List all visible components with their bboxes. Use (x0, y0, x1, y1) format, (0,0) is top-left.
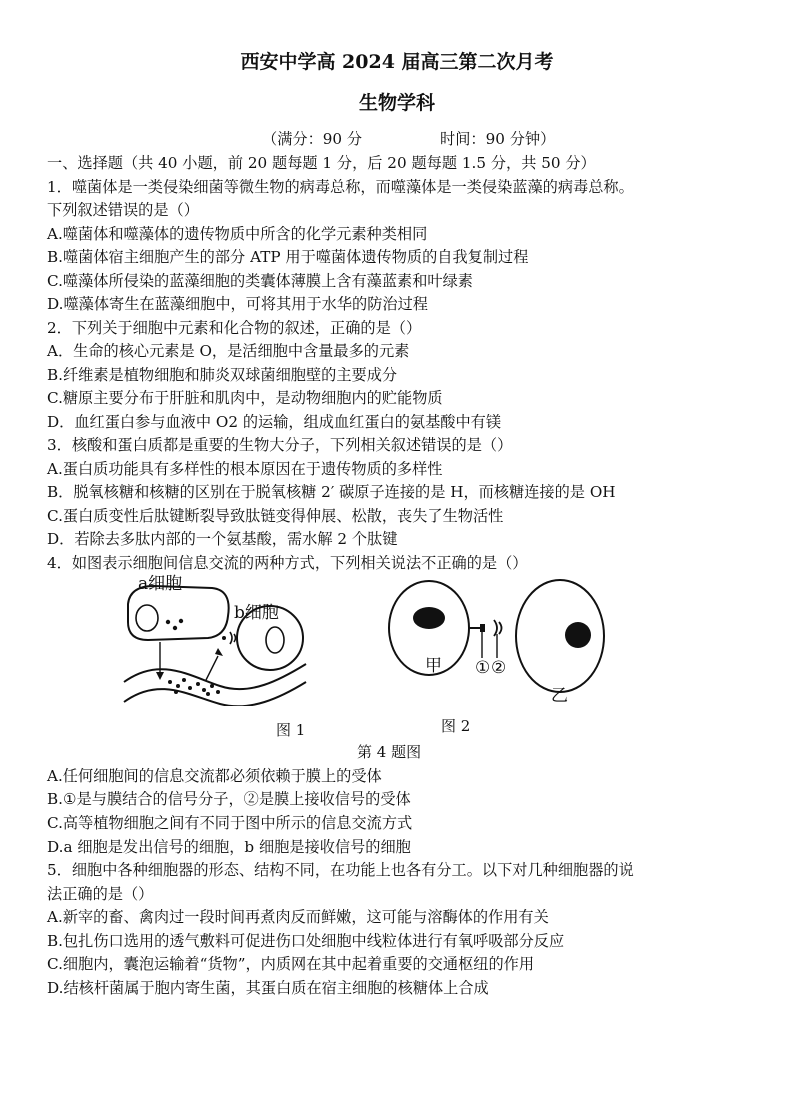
signal-molecule-dot (166, 620, 170, 624)
q3-stem: 3．核酸和蛋白质都是重要的生物大分子，下列相关叙述错误的是（） (47, 436, 513, 454)
cell-yi-nucleus (565, 622, 591, 648)
signal-molecule-dot (182, 678, 186, 682)
cell-b-receptor (234, 634, 236, 642)
q1-option-c: C.噬藻体所侵染的蓝藻细胞的类囊体薄膜上含有藻蓝素和叶绿素 (47, 272, 473, 290)
q3-option-b: B．脱氧核糖和核糖的区别在于脱氧核糖 2′ 碳原子连接的是 H，而核糖连接的是 OH (47, 483, 616, 501)
cell-b-nucleus (266, 627, 284, 653)
cell-jia-label: 甲 (425, 656, 442, 676)
marker-2: ② (491, 658, 507, 678)
membrane-signal-molecule (480, 624, 485, 632)
signal-molecule-dot (176, 684, 180, 688)
q3-option-d: D．若除去多肽内部的一个氨基酸，需水解 2 个肽键 (47, 530, 398, 548)
figure-2-caption: 图 2 (441, 717, 471, 735)
q4-option-a: A.任何细胞间的信息交流都必须依赖于膜上的受体 (47, 767, 382, 785)
signal-molecule-dot (216, 690, 220, 694)
exam-time: 时间：90 分钟） (440, 130, 556, 148)
full-score: （满分：90 分 (262, 130, 363, 148)
q2-option-d: D．血红蛋白参与血液中 O2 的运输，组成血红蛋白的氨基酸中有镁 (47, 413, 502, 431)
arrow-head (156, 672, 164, 680)
q5-option-d: D.结核杆菌属于胞内寄生菌，其蛋白质在宿主细胞的核糖体上合成 (47, 979, 489, 997)
q2-option-a: A．生命的核心元素是 O，是活细胞中含量最多的元素 (47, 342, 410, 360)
blood-vessel-wall (124, 682, 306, 706)
cell-b-receptor (230, 632, 232, 644)
q1-option-b: B.噬菌体宿主细胞产生的部分 ATP 用于噬菌体遗传物质的自我复制过程 (47, 248, 529, 266)
signal-molecule-dot (174, 690, 178, 694)
figure-1-diagram (120, 576, 310, 706)
q5-option-c: C.细胞内，囊泡运输着“货物”，内质网在其中起着重要的交通枢纽的作用 (47, 955, 535, 973)
signal-molecule-dot (206, 692, 210, 696)
q2-stem: 2．下列关于细胞中元素和化合物的叙述，正确的是（） (47, 319, 422, 337)
exam-title: 西安中学高 2024 届高三第二次月考 (240, 51, 554, 73)
q1-option-d: D.噬藻体寄生在蓝藻细胞中，可将其用于水华的防治过程 (47, 295, 428, 313)
q4-stem: 4．如图表示细胞间信息交流的两种方式，下列相关说法不正确的是（） (47, 554, 528, 572)
q1-stem-line2: 下列叙述错误的是（） (47, 201, 199, 219)
q1-stem-line1: 1．噬菌体是一类侵染细菌等微生物的病毒总称，而噬藻体是一类侵染蓝藻的病毒总称。 (47, 178, 634, 196)
signal-molecule-dot (222, 636, 226, 640)
q2-option-c: C.糖原主要分布于肝脏和肌肉中，是动物细胞内的贮能物质 (47, 389, 443, 407)
q2-option-b: B.纤维素是植物细胞和肺炎双球菌细胞壁的主要成分 (47, 366, 398, 384)
marker-1: ① (475, 658, 491, 678)
membrane-receptor (494, 620, 497, 636)
figure-caption: 第 4 题图 (357, 743, 422, 761)
q4-option-d: D.a 细胞是发出信号的细胞，b 细胞是接收信号的细胞 (47, 838, 411, 856)
section-heading: 一、选择题（共 40 小题，前 20 题每题 1 分，后 20 题每题 1.5 分，共 50 分） (47, 154, 596, 172)
cell-a-label: a细胞 (138, 574, 183, 594)
cell-b-label: b细胞 (234, 603, 279, 623)
signal-molecule-dot (168, 680, 172, 684)
q5-stem-line1: 5．细胞中各种细胞器的形态、结构不同，在功能上也各有分工。以下对几种细胞器的说 (47, 861, 634, 879)
q3-option-c: C.蛋白质变性后肽键断裂导致肽链变得伸展、松散，丧失了生物活性 (47, 507, 504, 525)
signal-molecule-dot (173, 626, 177, 630)
cell-a-nucleus (136, 605, 158, 631)
cell-a-outline (128, 586, 229, 640)
blood-vessel-wall (124, 664, 306, 689)
figure-1-caption: 图 1 (276, 721, 306, 739)
membrane-receptor (499, 622, 502, 634)
transport-arrow (206, 656, 218, 680)
figure-2-diagram (385, 578, 610, 708)
signal-molecule-dot (179, 619, 183, 623)
q4-option-b: B.①是与膜结合的信号分子，②是膜上接收信号的受体 (47, 790, 411, 808)
signal-molecule-dot (210, 684, 214, 688)
signal-molecule-dot (188, 686, 192, 690)
cell-yi-label: 乙 (551, 686, 568, 706)
signal-molecule-dot (196, 682, 200, 686)
q4-option-c: C.高等植物细胞之间有不同于图中所示的信息交流方式 (47, 814, 413, 832)
q1-option-a: A.噬菌体和噬藻体的遗传物质中所含的化学元素种类相同 (47, 225, 428, 243)
q5-option-a: A.新宰的畜、禽肉过一段时间再煮肉反而鲜嫩，这可能与溶酶体的作用有关 (47, 908, 549, 926)
signal-molecule-dot (202, 688, 206, 692)
arrow-head (215, 648, 223, 656)
q3-option-a: A.蛋白质功能具有多样性的根本原因在于遗传物质的多样性 (47, 460, 443, 478)
q5-stem-line2: 法正确的是（） (47, 885, 154, 903)
cell-jia-nucleus (413, 607, 445, 629)
subject-title: 生物学科 (358, 92, 435, 114)
q5-option-b: B.包扎伤口选用的透气敷料可促进伤口处细胞中线粒体进行有氧呼吸部分反应 (47, 932, 565, 950)
